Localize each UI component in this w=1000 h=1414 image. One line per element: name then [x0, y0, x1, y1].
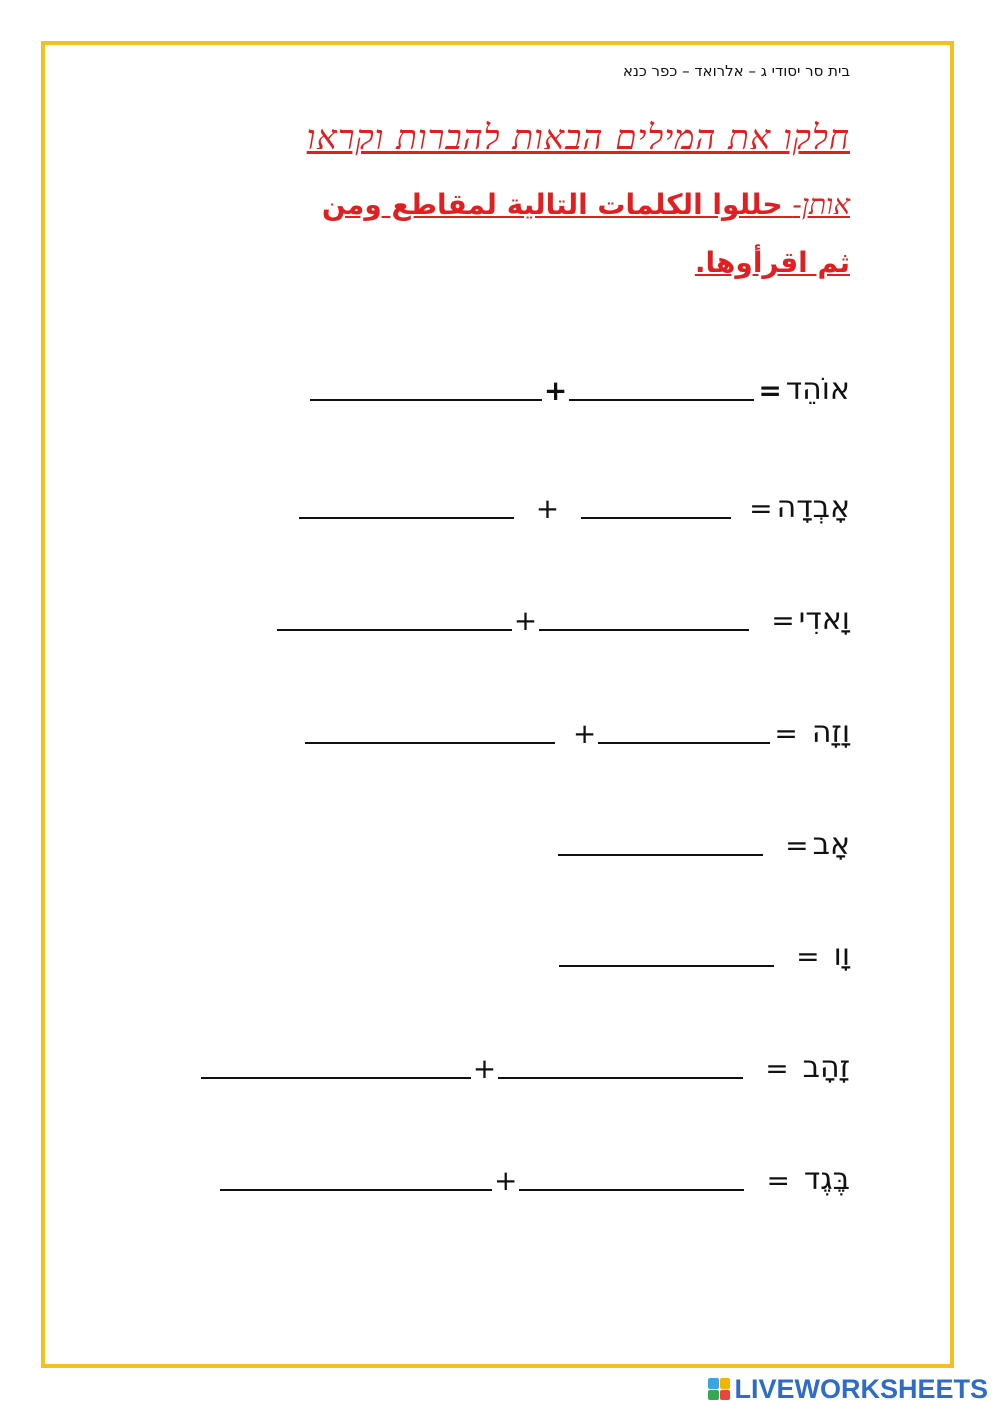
title-arabic-line3: ثم اقرأوها. [694, 246, 850, 279]
answer-blank[interactable] [305, 741, 555, 744]
equals-sign: = [765, 1052, 789, 1085]
exercise-word: וָאדִי [798, 602, 850, 637]
exercise-word: וָו [833, 938, 850, 973]
title-line2 [322, 188, 850, 222]
equals-sign: = [766, 1164, 790, 1197]
exercise-word: זָהָב [802, 1050, 850, 1085]
equals-sign: = [771, 604, 795, 637]
answer-blank[interactable] [539, 628, 749, 631]
answer-blank[interactable] [310, 398, 542, 401]
answer-blank[interactable] [277, 628, 512, 631]
plus-sign: + [572, 717, 597, 750]
title-hebrew-line1: חלקו את המילים הבאות להברות וקראו [306, 118, 850, 158]
liveworksheets-logo [708, 1374, 988, 1404]
exercise-word: וָזָה [811, 715, 850, 750]
exercise-row-4 [305, 715, 850, 750]
equals-sign: = [796, 940, 820, 973]
answer-blank[interactable] [201, 1076, 471, 1079]
answer-blank[interactable] [581, 516, 731, 519]
answer-blank[interactable] [519, 1188, 744, 1191]
exercise-word: אָבְדָה [776, 490, 850, 525]
answer-blank[interactable] [498, 1076, 743, 1079]
liveworksheets-brand: LIVEWORKSHEETS [734, 1373, 988, 1404]
plus-sign: + [535, 492, 560, 525]
answer-blank[interactable] [569, 398, 754, 401]
answer-blank[interactable] [220, 1188, 492, 1191]
exercise-row-3 [277, 602, 850, 637]
exercise-row-5 [558, 827, 850, 862]
title-arabic-line2: حللوا الكلمات التالية لمقاطع ومن [321, 188, 783, 221]
exercise-word: אוֹהֵד [785, 372, 850, 407]
exercise-word: אָב [812, 827, 850, 862]
equals-sign: = [758, 374, 782, 407]
school-header: בית סר יסודי ג – אלרואד – כפר כנא [622, 62, 850, 80]
answer-blank[interactable] [558, 853, 763, 856]
equals-sign: = [749, 492, 773, 525]
plus-sign: + [513, 604, 538, 637]
exercise-row-8 [220, 1162, 850, 1197]
answer-blank[interactable] [559, 964, 774, 967]
liveworksheets-badge-icon [708, 1378, 730, 1400]
answer-blank[interactable] [598, 741, 770, 744]
exercise-word: בֶּגֶד [803, 1162, 850, 1197]
plus-sign: + [543, 374, 568, 407]
plus-sign: + [493, 1164, 518, 1197]
exercise-row-6 [559, 938, 850, 973]
exercise-row-7 [201, 1050, 850, 1085]
answer-blank[interactable] [299, 516, 514, 519]
equals-sign: = [785, 829, 809, 862]
plus-sign: + [472, 1052, 497, 1085]
exercise-row-1 [310, 372, 850, 407]
equals-sign: = [774, 717, 798, 750]
title-hebrew-line2: אותן- [792, 188, 850, 221]
exercise-row-2 [299, 490, 850, 525]
